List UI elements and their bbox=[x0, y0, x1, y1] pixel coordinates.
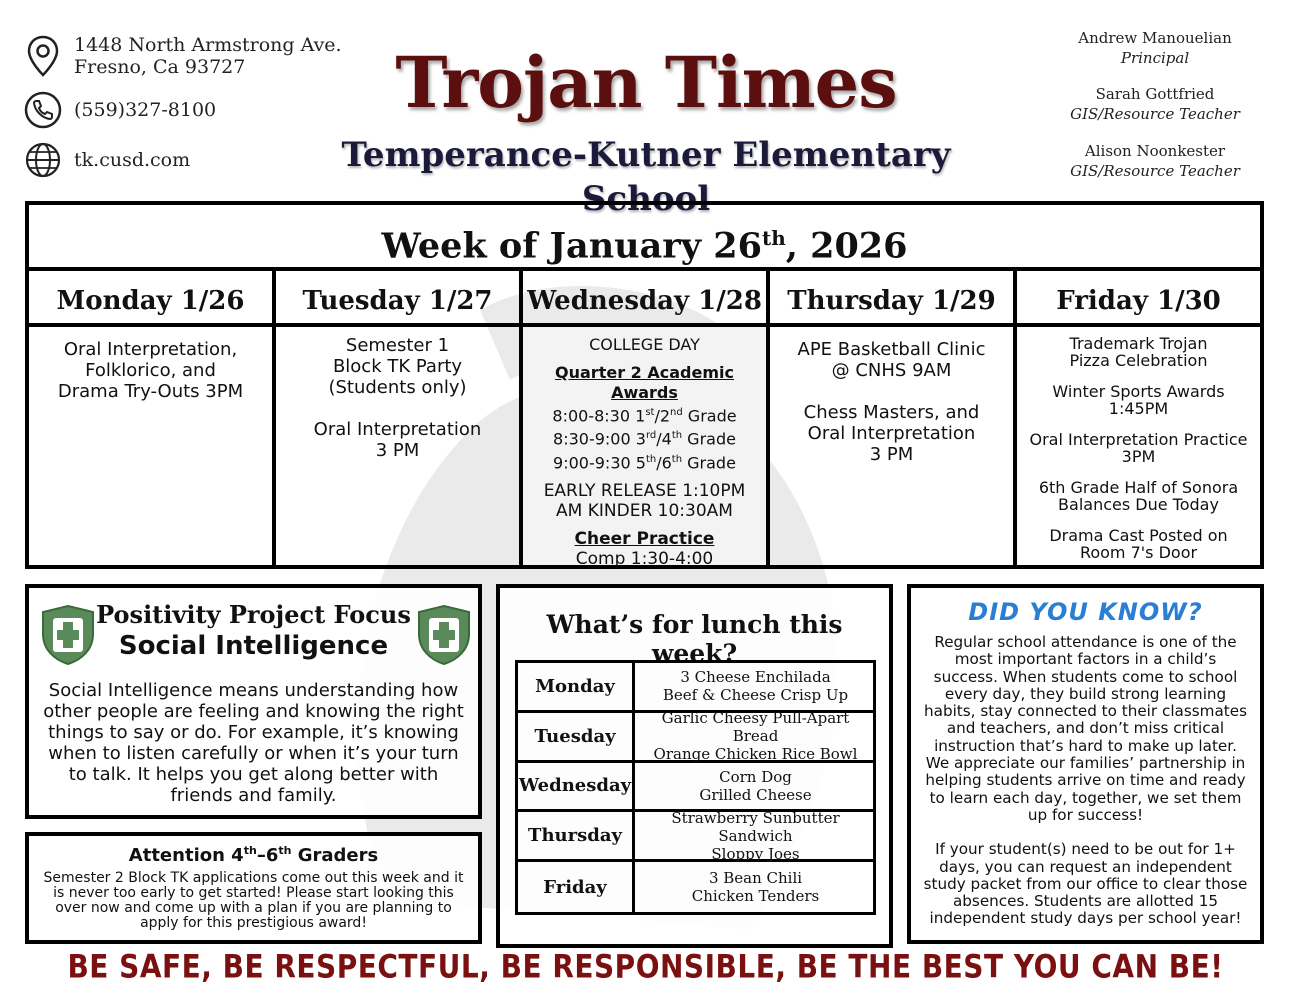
positivity-body: Social Intelligence means understanding how other people are feeling and knowing the right things to say or do. For example, it’s knowing when to listen carefully or when it’s your turn to talk. It helps you get along better with friends and family. bbox=[43, 680, 464, 806]
did-you-know-para-2: If your student(s) need to be out for 1+ days, you can request an independent study packet from our office to clear those absences. Students are allotted 15 independent study days per school year! bbox=[923, 840, 1248, 928]
attention-title: Attention 4th–6th Graders bbox=[128, 844, 379, 866]
did-you-know-para-1: Regular school attendance is one of the most important factors in a child’s success. When students come to school every day, they build strong learning habits, stay connected to their classmates and teachers, and don’t miss critical instruction that’s hard to make up later. We appreciate our families’ partnership in helping students arrive on time and ready to learn each day, together, we set them up for success! bbox=[924, 633, 1247, 824]
day-header-wednesday: Wednesday 1/28 bbox=[523, 275, 766, 327]
day-header-friday: Friday 1/30 bbox=[1017, 275, 1260, 327]
phone-number: (559)327-8100 bbox=[74, 99, 217, 121]
lunch-row: Wednesday Corn Dog Grilled Cheese bbox=[518, 763, 873, 813]
website-link[interactable]: tk.cusd.com bbox=[74, 149, 191, 171]
did-you-know-title: DID YOU KNOW? bbox=[968, 598, 1203, 626]
attention-body: Semester 2 Block TK applications come out this week and it is never too early to get started! Please start looking this over now and come up with a plan if you are planning to apply for this prestigious award! bbox=[43, 870, 464, 931]
globe-icon bbox=[24, 141, 62, 179]
newsletter-title: Trojan Times bbox=[395, 41, 897, 124]
staff-role: Principal bbox=[1120, 49, 1190, 67]
lunch-row: Tuesday Garlic Cheesy Pull-Apart Bread Orange Chicken Rice Bowl bbox=[518, 713, 873, 763]
lunch-row: Monday 3 Cheese Enchilada Beef & Cheese Crisp Up bbox=[518, 663, 873, 713]
phone-icon bbox=[24, 91, 62, 129]
staff-name: Andrew Manouelian bbox=[1078, 29, 1232, 47]
staff-role: GIS/Resource Teacher bbox=[1070, 162, 1240, 180]
attention-box bbox=[25, 832, 482, 944]
phone-block bbox=[24, 91, 216, 129]
website-block bbox=[24, 141, 190, 179]
award-slot-3: 9:00-9:30 5th/6th Grade bbox=[553, 452, 736, 472]
did-you-know-box bbox=[907, 584, 1264, 944]
day-header-monday: Monday 1/26 bbox=[29, 275, 272, 327]
staff-role: GIS/Resource Teacher bbox=[1070, 105, 1240, 123]
day-header-tuesday: Tuesday 1/27 bbox=[276, 275, 519, 327]
staff-principal bbox=[1050, 28, 1260, 68]
location-pin-icon bbox=[24, 37, 62, 75]
address-block bbox=[24, 34, 342, 78]
positivity-trait: Social Intelligence bbox=[118, 631, 389, 661]
address-line-1: 1448 North Armstrong Ave. bbox=[74, 34, 342, 56]
positivity-shield-icon bbox=[415, 604, 473, 666]
monday-events: Oral Interpretation, Folklorico, and Drama Try-Outs 3PM bbox=[57, 339, 244, 402]
staff-name: Alison Noonkester bbox=[1084, 142, 1226, 160]
lunch-row: Thursday Strawberry Sunbutter Sandwich Sloppy Joes bbox=[518, 812, 873, 862]
staff-gis-teacher-1 bbox=[1050, 84, 1260, 124]
school-motto: BE SAFE, BE RESPECTFUL, BE RESPONSIBLE, BE THE BEST YOU CAN BE! bbox=[67, 947, 1224, 986]
lunch-title: What’s for lunch this week? bbox=[546, 610, 843, 668]
friday-events: Trademark Trojan Pizza Celebration Winter Sports Awards 1:45PM Oral Interpretation Practice 3PM 6th Grade Half of Sonora Balances Due Today Drama Cast Posted on Room 7's Door bbox=[1029, 334, 1248, 562]
lunch-table bbox=[515, 660, 876, 915]
staff-gis-teacher-2 bbox=[1050, 141, 1260, 181]
award-slot-2: 8:30-9:00 3rd/4th Grade bbox=[553, 429, 736, 449]
positivity-title: Positivity Project Focus bbox=[96, 600, 411, 629]
week-title: Week of January 26th, 2026 bbox=[29, 205, 1260, 271]
positivity-project-box bbox=[25, 584, 482, 819]
address-line-2: Fresno, Ca 93727 bbox=[74, 56, 246, 78]
award-slot-1: 8:00-8:30 1st/2nd Grade bbox=[552, 406, 737, 426]
lunch-menu-box bbox=[496, 584, 893, 948]
lunch-row: Friday 3 Bean Chili Chicken Tenders bbox=[518, 862, 873, 912]
weekly-calendar bbox=[25, 201, 1264, 569]
wednesday-events: COLLEGE DAY Quarter 2 Academic Awards 8:00-8:30 1st/2nd Grade 8:30-9:00 3rd/4th Grade 9:00-9:30 5th/6th Grade EARLY RELEASE 1:10PM AM KINDER 10:30AM Cheer Practice Comp 1:30-4:00 bbox=[523, 327, 766, 565]
tuesday-events: Semester 1 Block TK Party (Students only) Oral Interpretation 3 PM bbox=[313, 335, 482, 461]
school-name: Temperance-Kutner Elementary School bbox=[341, 135, 951, 219]
thursday-events: APE Basketball Clinic @ CNHS 9AM Chess Masters, and Oral Interpretation 3 PM bbox=[797, 339, 986, 465]
staff-name: Sarah Gottfried bbox=[1095, 85, 1215, 103]
positivity-shield-icon bbox=[39, 604, 97, 666]
day-header-thursday: Thursday 1/29 bbox=[770, 275, 1013, 327]
